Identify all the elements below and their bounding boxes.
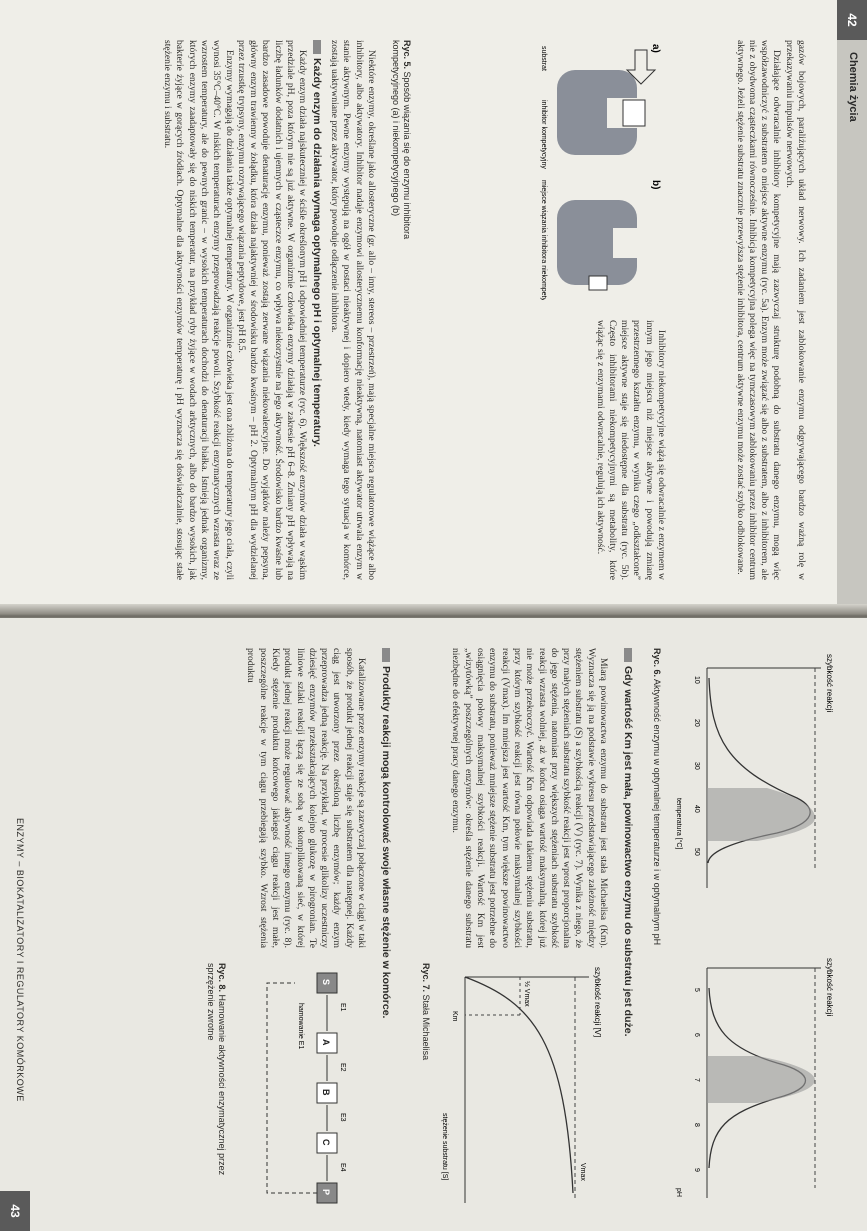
intro-paragraph: gazów bojowych, paraliżujących układ nerwowy. Ich zadaniem jest zablokowanie enzymu odgrywającego bardzo ważną rolę w przekazywaniu impulsów nerwowych. — [783, 40, 807, 580]
fig7-michaelis-curve — [465, 977, 573, 1193]
page-number-42: 42 — [837, 0, 867, 40]
figure-8-caption — [205, 963, 227, 1213]
fig6-caption-title: Ryc. 6. — [652, 648, 662, 678]
fig6-ylabel-temp: szybkość reakcji — [825, 654, 834, 713]
heading-bar-icon — [624, 648, 632, 662]
heading-km-text: Gdy wartość Km jest mała, powinowactwo enzymu do substratu jest duże. — [622, 666, 634, 1037]
fig5-label-b: b) — [650, 180, 661, 190]
figure-6 — [667, 648, 837, 1208]
figure-5-diagram — [417, 40, 667, 300]
left-column-right-block — [593, 320, 667, 580]
heading-km — [622, 648, 635, 1208]
tick-label: 10 — [693, 676, 700, 684]
figure-7-caption — [420, 963, 431, 1213]
fig7-km-label: Km — [451, 1011, 458, 1022]
enzyme-label: E3 — [339, 1113, 346, 1122]
fig5-label-a: a) — [650, 44, 661, 53]
allosteric-paragraph: Niektóre enzymy, określane jako allosteryczne (gr. allo – inny, stereos – przestrzeń), mają specjalne miejsca regulatorowe wiążące albo inhibitory, albo aktywatory. Inhibitor nadaje enzymowi allosterycznemu konformację nieaktywną, natomiast aktywator utrwala enzym w stanie aktywnym. Pewne enzymy występują na ogół w postaci nieaktywnej i dopiero wtedy, kiedy wymaga tego sytuacja w komórce, zostają uaktywniane przez aktywator, który powoduje odłączenie inhibitora. — [329, 40, 377, 580]
enzyme-label: E2 — [339, 1063, 346, 1072]
page-42 — [0, 0, 867, 612]
fig6-ph-xlabel: pH — [675, 1188, 682, 1197]
chapter-title: Chemia życia — [847, 52, 859, 122]
pathway-node-label: C — [321, 1139, 331, 1146]
heading-ph-text: Każdy enzym do działania wymaga optymalnego pH i optymalnej temperatury. — [310, 58, 323, 447]
figure-6-caption — [651, 648, 662, 1208]
fig6-temp-optimum-area — [707, 788, 815, 841]
allosteric-inhibitor-b — [589, 276, 607, 290]
figure-5 — [417, 40, 667, 300]
figure-5-caption — [390, 40, 412, 300]
tick-label: 8 — [693, 1123, 700, 1127]
pathway-node-label: P — [321, 1189, 331, 1196]
fig6-temp-xlabel: temperatura [°C] — [675, 798, 682, 850]
fig7-half-vmax-label: ½ Vmax — [523, 981, 530, 1007]
fig8-inhibition-label: hamowanie E1 — [297, 1003, 304, 1050]
heading-bar-icon — [313, 40, 321, 54]
heading-products — [380, 648, 393, 1208]
ph-paragraph: Każdy enzym działa najskuteczniej w ściśle określonym pH i odpowiedniej temperaturze (ryc. 6). Większość enzymów działa w wąskim przedziale pH, poza którym nie są już aktywne. W organizmie człowieka enzymy działają w zakresie pH 6–8. Zmiany pH wpływają na liczbę ładunków dodatnich i ujemnych w cząsteczce enzymu, co wpływa niekorzystnie na jego aktywność. Środowisko bardzo kwaśne lub bardzo zasadowe powoduje denaturację enzymu, ponieważ zostają zerwane wiązania niekowalencyjne. Do wyjątków należy pepsyna, główny enzym trawienny w żołądku, która działa najaktywniej w środowisku bardzo kwaśnym – pH 2. Optymalnym pH dla wydzielanej przez trzustkę trypsyny, enzymu rozrywającego wiązania peptydowe, jest pH 8,5. — [235, 40, 309, 580]
enzyme-label: E1 — [339, 1003, 346, 1012]
fig8-pathway — [317, 973, 346, 1203]
pathway-node-label: S — [321, 979, 331, 986]
tick-label: 40 — [693, 805, 700, 813]
fig5-binding-site-label: miejsce wiązania inhibitora niekompetycyjnego — [540, 180, 547, 300]
heading-bar-icon — [382, 648, 390, 662]
heading-ph-temperature — [310, 40, 323, 580]
fig7-caption-title: Ryc. 7. — [421, 963, 431, 993]
tick-label: 7 — [693, 1078, 700, 1082]
left-column-lower — [161, 40, 377, 580]
figure-8 — [237, 963, 357, 1213]
products-section-top — [378, 648, 398, 1208]
figure-6-charts — [667, 648, 837, 1208]
pathway-node-label: A — [321, 1039, 331, 1046]
fig7-ylabel: szybkość reakcji [V] — [593, 967, 602, 1038]
km-paragraph-block — [449, 648, 609, 948]
fig5-substrate-label: substrat — [540, 46, 547, 71]
products-paragraph-block — [244, 648, 367, 948]
fig6-ylabel-ph: szybkość reakcji — [825, 958, 834, 1017]
tick-label: 6 — [693, 1033, 700, 1037]
figure-8-diagram — [237, 963, 357, 1213]
tick-label: 5 — [693, 988, 700, 992]
fig7-caption-text: Stała Michaelisa — [421, 994, 431, 1061]
temperature-paragraph: Enzymy wymagają do działania także optymalnej temperatury. W organizmie człowieka jest ona zbliżona do temperatury jego ciała, czyli wynosi 35°C–40°C. W niskich temperaturach enzymy przeprowadzają reakcje powoli. Szybkość reakcji enzymatycznych wzrasta wraz ze wzrostem temperatury, ale do pewnych granic – w wysokich temperaturach dochodzi do denaturacji białka. Istnieją jednak organizmy, których enzymy zaadaptowały się do niskich temperatur, na przykład ryby żyjące w wodach arktycznych, albo do bardzo wysokich, jak bakterie żyjące w gorących źródłach. Optymalne dla aktywności enzymów temperaturę i pH wyznacza się doświadczalnie, stosując stałe stężenie enzymu i substratu. — [162, 40, 235, 580]
fig7-xlabel: stężenie substratu [S] — [441, 1113, 448, 1181]
enzyme-label: E4 — [339, 1163, 346, 1172]
inhibitor-shape-a — [623, 100, 645, 126]
left-column — [733, 40, 807, 580]
figure-7-chart — [435, 963, 605, 1213]
fig6-ph-optimum-area — [707, 1056, 815, 1103]
heading-products-text: Produkty reakcji mogą kontrolować swoje własne stężenie w komórce. — [380, 666, 392, 1019]
fig5-inhibitor-label: inhibitor kompetycyjny — [540, 100, 547, 169]
fig6-caption-text: Aktywność enzymu w optymalnej temperaturze i w optymalnym pH — [652, 679, 662, 946]
fig8-caption-text: Hamowanie aktywności enzymatycznej przez sprzężenie zwrotne — [206, 963, 227, 1176]
tick-label: 50 — [693, 848, 700, 856]
page-number-43: 43 — [0, 1191, 30, 1231]
fig5-caption-text: Sposób wiązania się do enzymu inhibitora kompetycyjnego (a) i niekompetycyjnego (b) — [391, 40, 412, 240]
competitive-paragraph: Działające odwracalnie inhibitory kompetycyjne mają zazwyczaj strukturę podobną do substratu danego enzymu, mogą więc współzawodniczyć z substratem o miejsce aktywne enzymu (ryc. 5a). Enzym może związać się albo z substratem, albo z inhibitorem, ale nie z obydwoma cząsteczkami równocześnie. Inhibicja kompetycyjna polega więc na tymczasowym zablokowaniu przez inhibitor centrum aktywnego. Jeżeli stężenie substratu znacznie przewyższa stężenie inhibitora, centrum aktywne enzymu może zostać szybko odblokowane. — [734, 40, 783, 580]
km-paragraph: Miarą powinowactwa enzymu do substratu jest stała Michaelisa (Km). Wyznacza się ją na podstawie wykresu przedstawiającego zależność między stężeniem substratu (S) a szybkością reakcji (V) (ryc. 7). Wynika z niego, że przy małych stężeniach substratu szybkość reakcji jest wprost proporcjonalna do jego stężenia, natomiast przy większych stężeniach substratu szybkość reakcji wzrasta wolniej, aż w końcu osiąga wartość maksymalną, której już nie może przekroczyć. Wartość Km odpowiada takiemu stężeniu substratu, przy którym szybkość reakcji jest równa połowie maksymalnej szybkości reakcji (Vmax). Im mniejsza jest wartość Km, tym większe powinowactwo enzymu do substratu, ponieważ mniejsze stężenie substratu jest potrzebne do osiągnięcia połowy maksymalnej szybkości reakcji. Wartość Km jest „wizytówką” poszczególnych enzymów: określa stężenie danego substratu niezbędne do efektywnej pracy danego enzymu. — [450, 648, 609, 948]
active-site-b — [613, 228, 637, 258]
tick-label: 9 — [693, 1168, 700, 1172]
fig6-temp-ticks — [693, 676, 700, 856]
tick-label: 20 — [693, 719, 700, 727]
fig8-feedback-line — [267, 983, 317, 1193]
fig8-caption-title: Ryc. 8. — [217, 963, 227, 993]
fig7-vmax-label: Vmax — [579, 1163, 586, 1181]
figure-7 — [435, 963, 605, 1213]
tick-label: 30 — [693, 762, 700, 770]
fig5-caption-title: Ryc. 5. — [402, 40, 412, 70]
noncompetitive-paragraph: Inhibitory niekompetycyjne wiążą się odwracalnie z enzymem w innym jego miejscu niż miejsce aktywne i powodują zmianę przestrzennego kształtu enzymu, w wyniku czego „odkształcone” miejsce aktywne staje się niedostępne dla substratu (ryc. 5b). Często inhibitorami niekompetycyjnymi są metabolity, które wiążąc się z enzymami odwracalnie, regulują ich aktywność. — [594, 320, 667, 580]
products-paragraph: Katalizowane przez enzymy reakcje są zazwyczaj połączone w ciągi w taki sposób, że produkt jednej reakcji staje się substratem dla następnej. Każdy ciąg jest utworzony przez określoną liczbę enzymów; każdy enzym przeprowadza jedną reakcję. Na przykład, w procesie glikolizy uczestniczy dziesięć enzymów przekształcających kolejno glukozę w pirogronian. Te liniowe szlaki reakcji łączą się ze sobą w skomplikowaną sieć, w której produkt jednej reakcji może regulować aktywność innego enzymu (ryc. 8). Kiedy stężenie produktu końcowego jakiegoś ciągu reakcji jest małe, poszczególne reakcje w tym ciągu przebiegają szybko. Wzrost stężenia produktu — [245, 648, 367, 948]
km-section-top — [620, 648, 640, 1208]
pathway-node-label: B — [321, 1089, 331, 1096]
page-footer-bar — [837, 0, 867, 612]
running-header: ENZYMY – BIOKATALIZATORY I REGULATORY KOMÓRKOWE — [15, 818, 25, 1102]
page-43 — [0, 618, 867, 1231]
fig6-ph-ticks — [693, 988, 700, 1172]
